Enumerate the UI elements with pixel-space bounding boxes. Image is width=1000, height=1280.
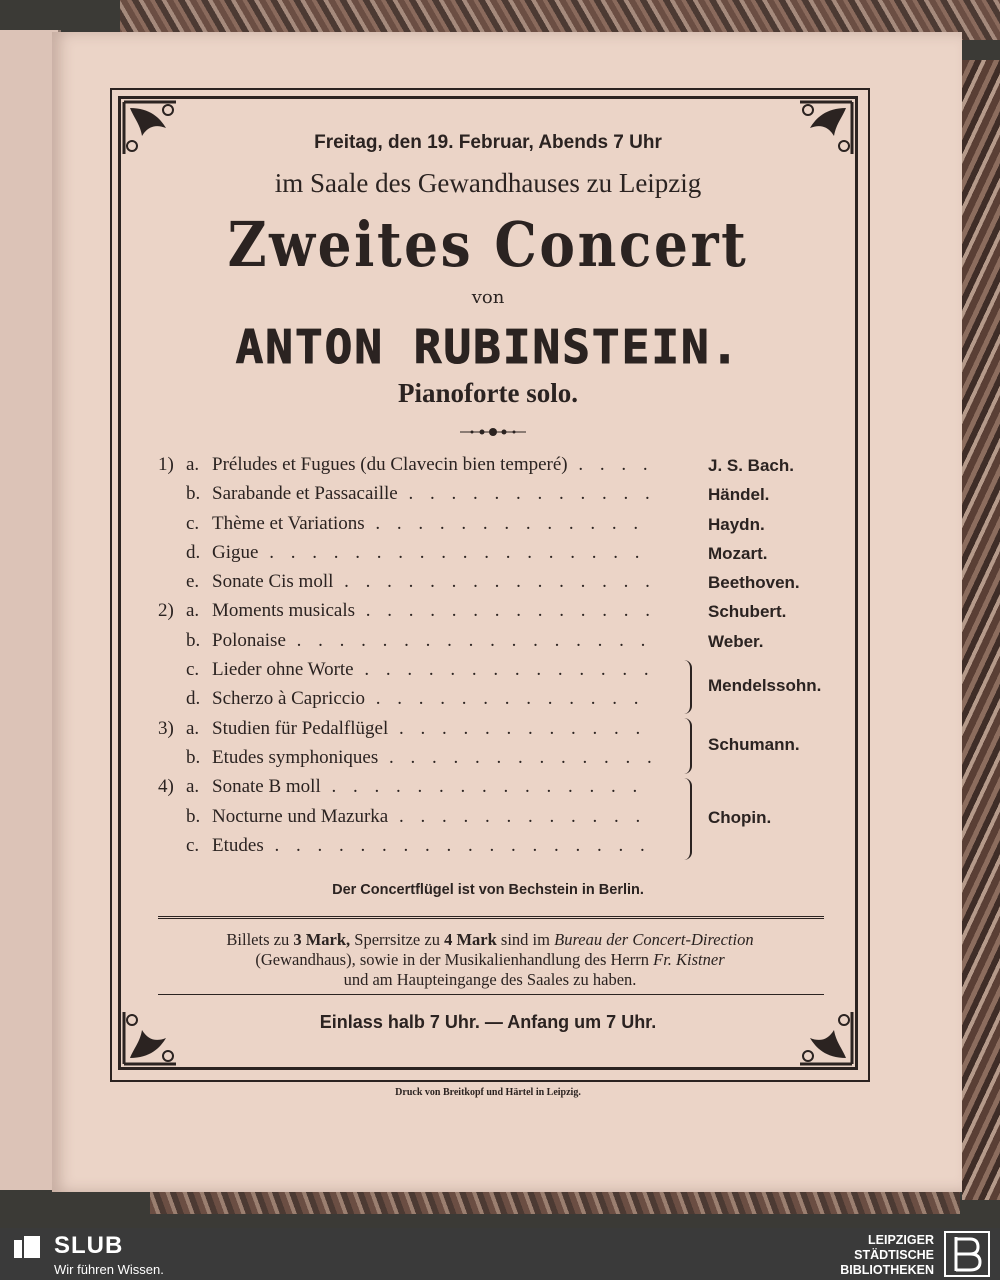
program-item: 4) a. Sonate B moll . . .: [150, 772, 830, 801]
slub-logo-icon[interactable]: [14, 1236, 40, 1258]
brace-schumann: [680, 718, 692, 774]
slub-name[interactable]: SLUB: [54, 1232, 124, 1259]
slub-tagline: Wir führen Wissen.: [54, 1262, 164, 1277]
viewer-footer: [0, 1228, 1000, 1280]
subtitle: Pianoforte solo.: [398, 378, 578, 408]
printer-credit: Druck von Breitkopf und Härtel in Leipzig.: [395, 1087, 581, 1098]
program-item: e. Sonate Cis moll . . . Beethoven.: [150, 567, 830, 596]
program-item: c. Thème et Variations . . . Haydn.: [150, 509, 830, 538]
venue-line: im Saale des Gewandhauses zu Leipzig: [274, 168, 702, 198]
ticket-info: Billets zu 3 Mark, Sperrsitze zu 4 Mark sind im Bureau der Concert-Direction (Gewandhaus), sowie in der Musikalienhandlung des Herrn Fr. Kistner und am Haupteingange des Saales zu haben.: [226, 930, 754, 989]
program-item: b. Nocturne und Mazurka . . .: [150, 802, 830, 831]
program-item: b. Sarabande et Passacaille . . . Händel.: [150, 479, 830, 508]
composer-schumann: Schumann.: [708, 735, 800, 754]
concert-title: Zweites Concert: [227, 208, 749, 281]
program-item: c. Etudes . . .: [150, 831, 830, 860]
marbled-edge-right: [962, 60, 1000, 1200]
program-item: 2) a. Moments musicals . . . Schubert.: [150, 596, 830, 625]
program-item: 3) a. Studien für Pedalflügel . . .: [150, 714, 830, 743]
admission-line: Einlass halb 7 Uhr. — Anfang um 7 Uhr.: [319, 1012, 657, 1032]
program-list: [150, 450, 830, 860]
program-item: d. Gigue . . . Mozart.: [150, 538, 830, 567]
brace-chopin: [680, 778, 692, 860]
composer-mendelssohn: Mendelssohn.: [708, 676, 822, 695]
piano-note: Der Concertflügel ist von Bechstein in Berlin.: [332, 882, 644, 898]
performer-name: ANTON RUBINSTEIN.: [235, 320, 741, 374]
program-item: b. Etudes symphoniques . . .: [150, 743, 830, 772]
brace-mendelssohn: [680, 660, 692, 714]
program-item: c. Lieder ohne Worte . . .: [150, 655, 830, 684]
lsb-logo-icon[interactable]: [944, 1231, 990, 1277]
program-item: 1) a. Préludes et Fugues (du Clavecin bien temperé) . . . J. S. Bach.: [150, 450, 830, 479]
program-item: d. Scherzo à Capriccio . . .: [150, 684, 830, 713]
divider-rule: [158, 916, 824, 919]
date-line: Freitag, den 19. Februar, Abends 7 Uhr: [314, 132, 662, 153]
von-text: von: [471, 287, 505, 308]
composer-chopin: Chopin.: [708, 808, 772, 827]
divider-ornament-icon: [458, 426, 528, 438]
lsb-name[interactable]: LEIPZIGER STÄDTISCHE BIBLIOTHEKEN: [840, 1233, 934, 1277]
program-item: b. Polonaise . . . Weber.: [150, 626, 830, 655]
divider-rule: [158, 994, 824, 995]
